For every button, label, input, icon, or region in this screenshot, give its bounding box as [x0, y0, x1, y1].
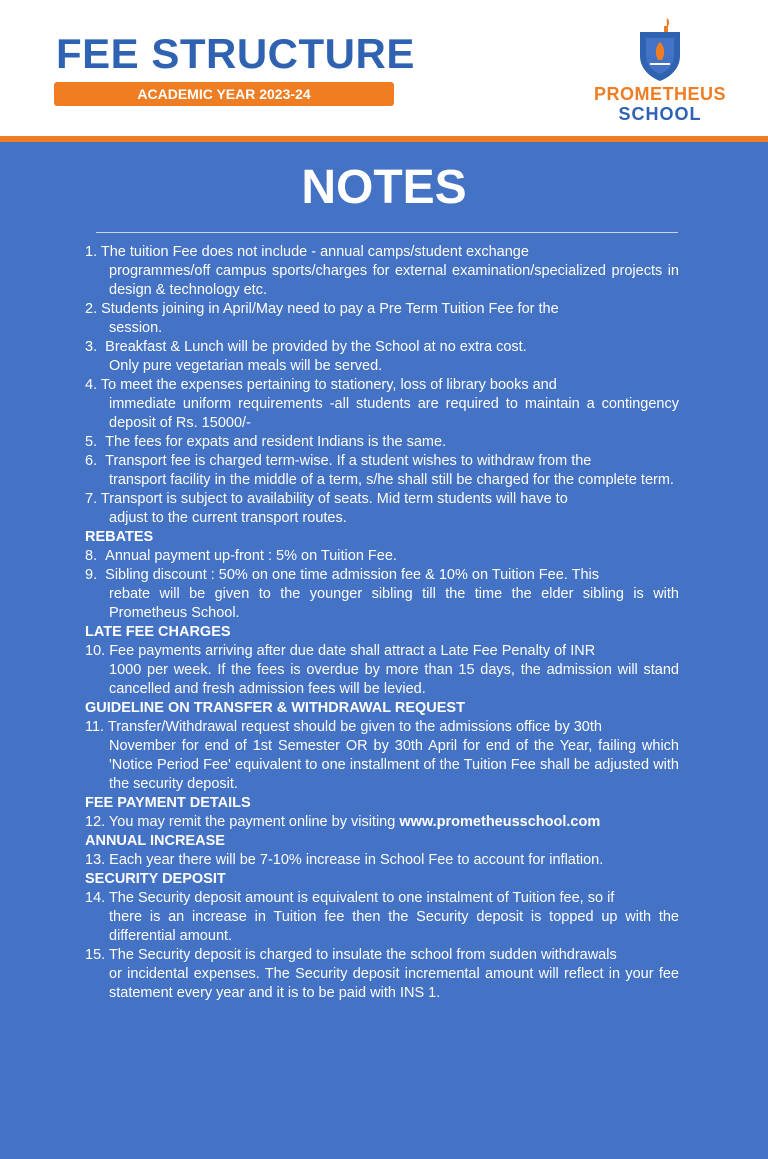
notes-body	[85, 243, 679, 1003]
transfer-heading: GUIDELINE ON TRANSFER & WITHDRAWAL REQUEST	[85, 700, 465, 716]
rebates-heading: REBATES	[85, 529, 154, 545]
note-item: 3. Breakfast & Lunch will be provided by the School at no extra cost. Only pure vegetarian meals will be served.	[85, 339, 527, 374]
website-link[interactable]: www.prometheusschool.com	[399, 814, 601, 830]
note-item: 9. Sibling discount : 50% on one time admission fee & 10% on Tuition Fee. This rebate will be given to the younger sibling till the time the elder sibling is with Prometheus School.	[85, 567, 679, 621]
security-heading: SECURITY DEPOSIT	[85, 871, 226, 887]
header-divider	[0, 136, 768, 142]
note-item: 2. Students joining in April/May need to pay a Pre Term Tuition Fee for the session.	[85, 301, 559, 336]
logo-wordmark-line1: PROMETHEUS	[593, 84, 726, 104]
note-item: 1. The tuition Fee does not include - annual camps/student exchange programmes/off campus sports/charges for external examination/specialized projects in design & technology etc.	[85, 244, 679, 298]
note-item: 7. Transport is subject to availability of seats. Mid term students will have to adjust to the current transport routes.	[85, 491, 568, 526]
page-title: FEE STRUCTURE	[56, 30, 415, 77]
note-item: 15. The Security deposit is charged to insulate the school from sudden withdrawals or incidental expenses. The Security deposit incremental amount will reflect in your fee statement every year and it is to be paid with INS 1.	[85, 947, 679, 1001]
note-item: 4. To meet the expenses pertaining to stationery, loss of library books and immediate uniform requirements -all students are required to maintain a contingency deposit of Rs. 15000/-	[85, 377, 679, 431]
note-item: 11. Transfer/Withdrawal request should be given to the admissions office by 30th November for end of 1st Semester OR by 30th April for end of the Year, failing which 'Notice Period Fee' equivalent to one installment of the Tuition Fee shall be adjusted with the security deposit.	[85, 719, 679, 792]
header-bar	[0, 0, 768, 136]
payment-heading: FEE PAYMENT DETAILS	[85, 795, 251, 811]
note-item: 6. Transport fee is charged term-wise. If a student wishes to withdraw from the transport facility in the middle of a term, s/he shall still be charged for the complete term.	[85, 453, 674, 488]
note-item: 14. The Security deposit amount is equivalent to one instalment of Tuition fee, so if there is an increase in Tuition fee then the Security deposit is topped up with the differential amount.	[85, 890, 679, 944]
shield-crest-icon	[638, 16, 682, 82]
note-item: 12. You may remit the payment online by visiting www.prometheusschool.com	[85, 814, 601, 830]
late-fee-heading: LATE FEE CHARGES	[85, 624, 231, 640]
note-item: 8. Annual payment up-front : 5% on Tuition Fee.	[85, 548, 397, 564]
notes-divider	[96, 232, 678, 233]
logo-wordmark-line2: SCHOOL	[618, 104, 702, 124]
increase-heading: ANNUAL INCREASE	[85, 833, 225, 849]
academic-year-badge: ACADEMIC YEAR 2023-24	[54, 82, 394, 106]
note-item: 5. The fees for expats and resident Indians is the same.	[85, 434, 447, 450]
note-item: 10. Fee payments arriving after due date shall attract a Late Fee Penalty of INR 1000 per week. If the fees is overdue by more than 15 days, the admission will stand cancelled and fresh admission fees will be levied.	[85, 643, 679, 697]
school-logo	[592, 16, 728, 128]
note-item: 13. Each year there will be 7-10% increase in School Fee to account for inflation.	[85, 852, 604, 868]
notes-heading: NOTES	[301, 161, 467, 214]
